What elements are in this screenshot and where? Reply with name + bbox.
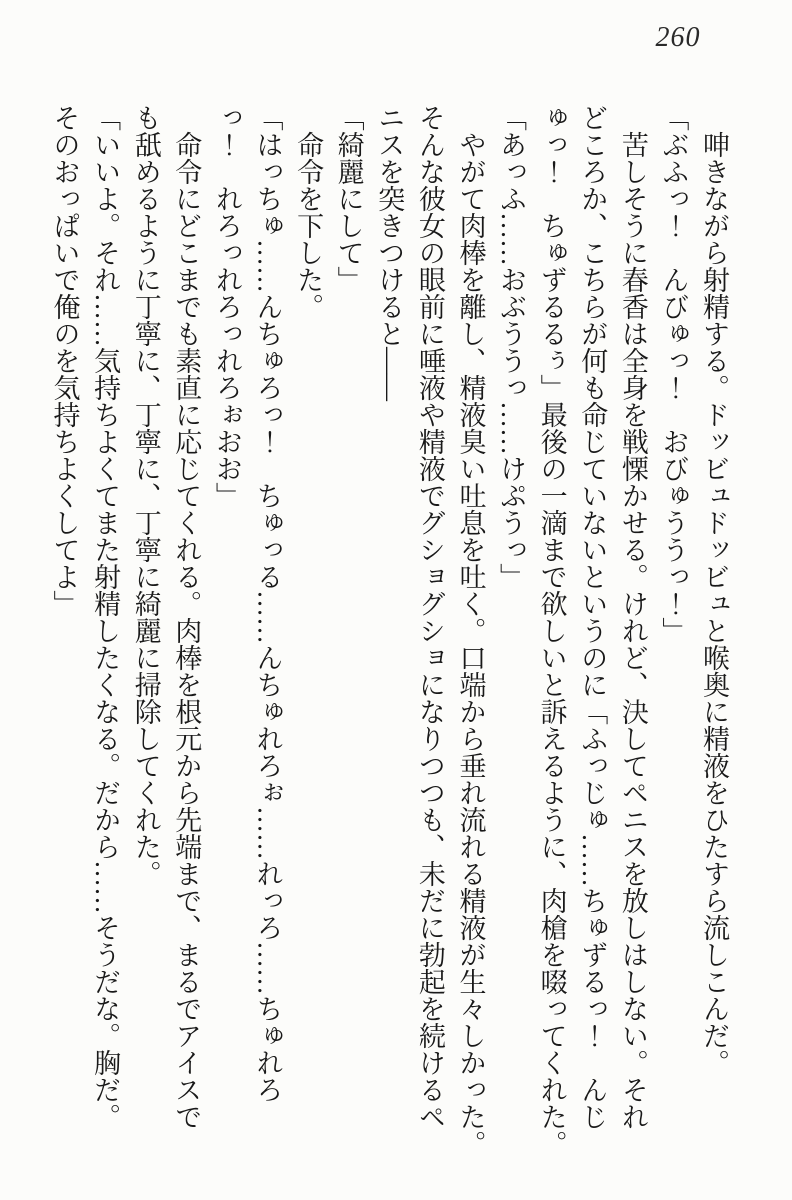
text-column: 命令にどこまでも素直に応じてくれる。肉棒を根元から先端まで、まるでアイスで xyxy=(171,104,202,1130)
text-column: 「綺麗にして」 xyxy=(333,104,364,293)
text-column: 「ぶふっ！ んびゅっ！ おびゅううっ！」 xyxy=(658,104,689,644)
text-column: やがて肉棒を離し、精液臭い吐息を吐く。口端から垂れ流れる精液が生々しかった。 xyxy=(455,104,486,1157)
text-column: そのおっぱいで俺のを気持ちよくしてよ」 xyxy=(49,104,80,617)
text-column: どころか、こちらが何も命じていないというのに「ふっじゅ……ちゅずるっ！ んじ xyxy=(577,104,608,1130)
text-column: 命令を下した。 xyxy=(293,104,324,320)
text-column: 呻きながら射精する。ドッビュドッビュと喉奥に精液をひたすら流しこんだ。 xyxy=(699,104,729,1076)
text-column: 苦しそうに春香は全身を戦慄かせる。けれど、決してペニスを放しはしない。それ xyxy=(617,104,648,1130)
body-text xyxy=(44,104,734,1176)
page-number: 260 xyxy=(655,22,701,53)
text-column: ニスを突きつけると―― xyxy=(374,104,405,401)
text-column: 「あっふ……おぶううっ……けぷうっ」 xyxy=(496,104,527,590)
text-column: そんな彼女の眼前に唾液や精液でグショグショになりつつも、未だに勃起を続けるペ xyxy=(414,104,445,1130)
text-column: 「はっちゅ……んちゅろっ！ ちゅっる……んちゅれろぉ……れっろ……ちゅれろ xyxy=(252,104,283,1103)
text-column: も舐めるように丁寧に、丁寧に、丁寧に綺麗に掃除してくれた。 xyxy=(130,104,161,887)
text-column: ゅっ！ ちゅずるるぅ」最後の一滴まで欲しいと訴えるように、肉槍を啜ってくれた。 xyxy=(536,104,567,1157)
text-column: 「いいよ。それ……気持ちよくてまた射精したくなる。だから……そうだな。胸だ。 xyxy=(90,104,121,1130)
text-column: っ！ れろっれろっれろぉおお」 xyxy=(211,104,242,509)
